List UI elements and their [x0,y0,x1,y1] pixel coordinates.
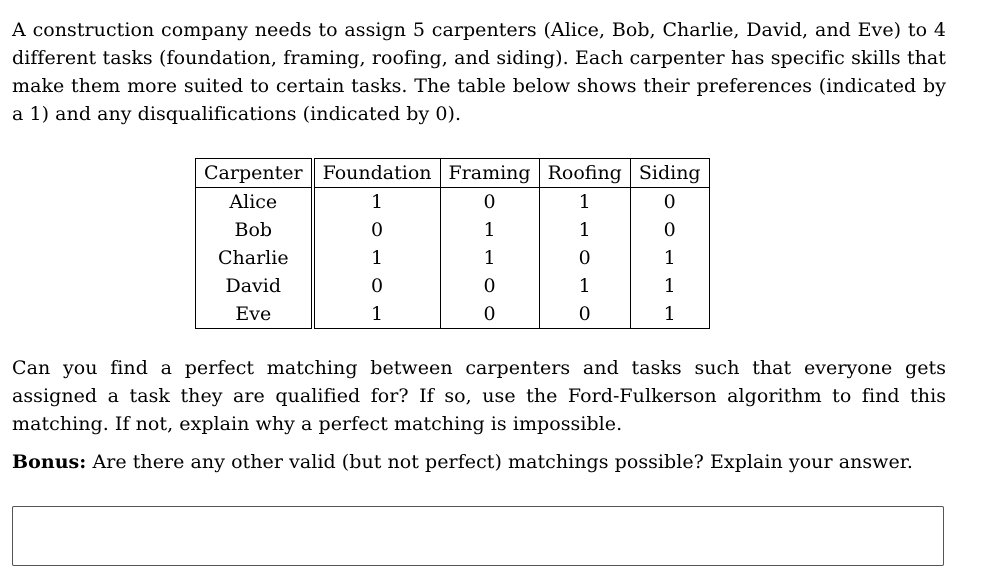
cell-roofing: 0 [539,244,630,272]
bonus-label: Bonus: [12,451,87,473]
cell-framing: 0 [440,188,539,217]
cell-carpenter-name: David [196,272,313,300]
cell-framing: 1 [440,244,539,272]
table-row [196,216,710,244]
cell-framing: 0 [440,300,539,329]
bonus-paragraph [12,448,946,476]
cell-foundation: 0 [313,272,440,300]
preferences-table [195,158,710,329]
header-roofing: Roofing [539,159,630,188]
cell-siding: 1 [630,272,709,300]
question-section [12,354,946,476]
answer-input-box[interactable] [12,506,944,566]
table-row [196,188,710,217]
cell-roofing: 1 [539,272,630,300]
bonus-text: Are there any other valid (but not perfect) matchings possible? Explain your answer. [86,451,913,473]
header-siding: Siding [630,159,709,188]
cell-siding: 1 [630,244,709,272]
header-carpenter: Carpenter [196,159,313,188]
cell-foundation: 1 [313,188,440,217]
cell-siding: 0 [630,216,709,244]
cell-foundation: 0 [313,216,440,244]
question-paragraph: Can you find a perfect matching between carpenters and tasks such that everyone gets assigned a task they are qualified for? If so, use the Ford-Fulkerson algorithm to find this matching. If not, explain why a perfect matching is impossible. [12,357,946,435]
preferences-table-wrapper [195,158,710,329]
problem-document [12,14,946,473]
cell-roofing: 0 [539,300,630,329]
cell-carpenter-name: Alice [196,188,313,217]
intro-paragraph: A construction company needs to assign 5 carpenters (Alice, Bob, Charlie, David, and Eve) to 4 different tasks (foundation, framing, roofing, and siding). Each carpenter has specific skills that make them more suited to certain tasks. The table below shows their preferences (indicated by a 1) and any disqualifications (indicated by 0). [12,19,946,125]
cell-framing: 0 [440,272,539,300]
cell-siding: 1 [630,300,709,329]
table-header-row [196,159,710,188]
table-row [196,244,710,272]
header-foundation: Foundation [313,159,440,188]
header-framing: Framing [440,159,539,188]
cell-roofing: 1 [539,216,630,244]
table-row [196,300,710,329]
cell-carpenter-name: Eve [196,300,313,329]
cell-foundation: 1 [313,244,440,272]
cell-carpenter-name: Bob [196,216,313,244]
cell-roofing: 1 [539,188,630,217]
cell-carpenter-name: Charlie [196,244,313,272]
table-row [196,272,710,300]
cell-siding: 0 [630,188,709,217]
cell-foundation: 1 [313,300,440,329]
cell-framing: 1 [440,216,539,244]
